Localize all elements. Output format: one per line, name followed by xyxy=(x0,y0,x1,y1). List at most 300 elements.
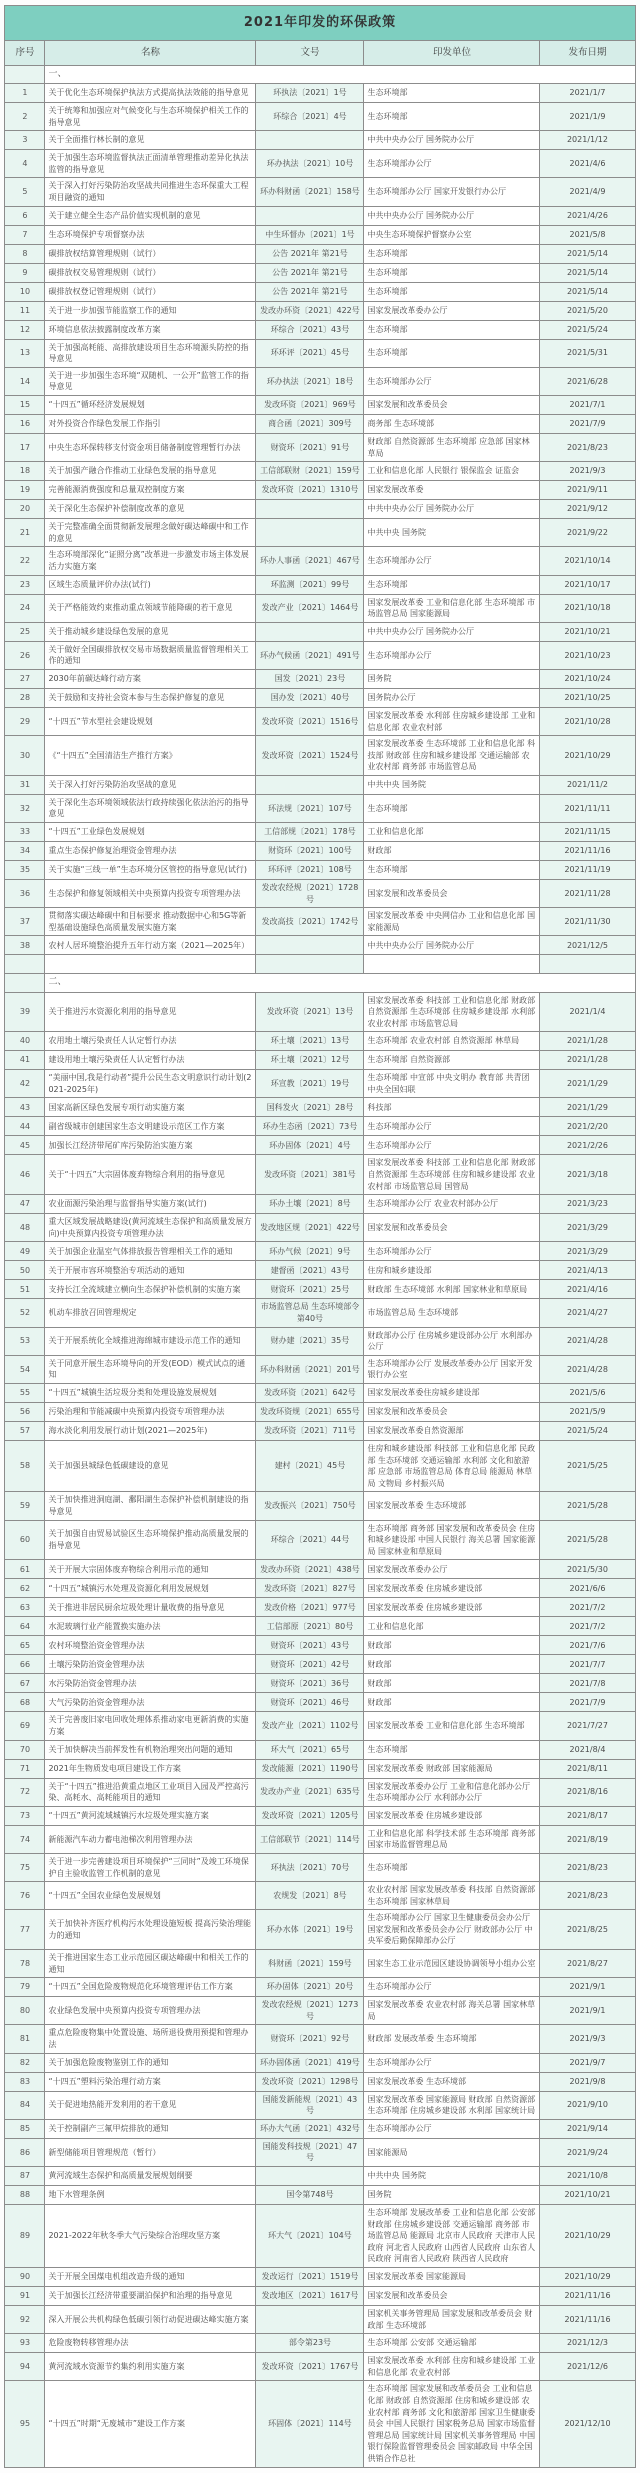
table-row xyxy=(5,367,635,395)
publish-date-cell: 2021/10/23 xyxy=(540,641,635,669)
row-number-cell: 2 xyxy=(5,103,45,131)
row-number-cell: 81 xyxy=(5,2025,45,2053)
doc-number-cell: 国发〔2021〕23号 xyxy=(256,669,364,688)
issuing-unit-cell: 财政部 xyxy=(364,1636,540,1655)
issuing-unit-cell: 生态环境部办公厅 xyxy=(364,641,540,669)
row-number-cell: 74 xyxy=(5,1825,45,1853)
issuing-unit-cell: 工业和信息化部 科学技术部 生态环境部 商务部 国家市场监督管理总局 xyxy=(364,1825,540,1853)
policy-name-cell: 关于“十四五”推进沿黄重点地区工业项目入园及严控高污染、高耗水、高耗能项目的通知 xyxy=(45,1778,256,1806)
table-row xyxy=(5,1136,635,1155)
publish-date-cell: 2021/11/15 xyxy=(540,823,635,842)
table-row xyxy=(5,1740,635,1759)
doc-number-cell: 工信部规〔2021〕178号 xyxy=(256,823,364,842)
issuing-unit-cell: 生态环境部 中宣部 中央文明办 教育部 共青团 中央全国妇联 xyxy=(364,1070,540,1098)
issuing-unit-cell: 中共中央办公厅 国务院办公厅 xyxy=(364,936,540,955)
doc-number-cell: 财资环〔2021〕46号 xyxy=(256,1693,364,1712)
policy-name-cell: 地下水管理条例 xyxy=(45,2186,256,2205)
row-number-cell: 35 xyxy=(5,861,45,880)
publish-date-cell: 2021/8/23 xyxy=(540,1853,635,1881)
policy-name-cell: 碳排放权登记管理规则（试行） xyxy=(45,282,256,301)
row-number-cell: 38 xyxy=(5,936,45,955)
publish-date-cell: 2021/9/24 xyxy=(540,2138,635,2166)
row-number-cell: 60 xyxy=(5,1520,45,1560)
policy-name-cell: 生态环境保护专项督察办法 xyxy=(45,225,256,244)
policy-name-cell: 关于统筹和加强应对气候变化与生态环境保护相关工作的指导意见 xyxy=(45,103,256,131)
publish-date-cell: 2021/7/2 xyxy=(540,1617,635,1636)
publish-date-cell: 2021/10/29 xyxy=(540,2267,635,2286)
policy-name-cell: 中央生态环保转移支付资金项目储备制度管理暂行办法 xyxy=(45,433,256,461)
table-row xyxy=(5,1355,635,1383)
doc-number-cell: 环办固体〔2021〕4号 xyxy=(256,1136,364,1155)
issuing-unit-cell: 国家生态工业示范园区建设协调领导小组办公室 xyxy=(364,1950,540,1978)
policy-name-cell: 关于加快补齐医疗机构污水处理设施短板 提高污染治理能力的通知 xyxy=(45,1910,256,1950)
row-number-cell: 68 xyxy=(5,1693,45,1712)
publish-date-cell: 2021/11/19 xyxy=(540,861,635,880)
row-number-cell: 31 xyxy=(5,775,45,794)
row-number-cell: 40 xyxy=(5,1032,45,1051)
publish-date-cell: 2021/9/12 xyxy=(540,500,635,519)
policy-name-cell: 农业绿色发展中央预算内投资专项管理办法 xyxy=(45,1997,256,2025)
issuing-unit-cell: 国家发展改革委 生态环境部 工业和信息化部 科技部 财政部 住房和城乡建设部 交通运输部 农业农村部 商务部 市场监管总局 xyxy=(364,736,540,776)
issuing-unit-cell: 国家发展改革委 科技部 工业和信息化部 财政部 自然资源部 生态环境部 住房城乡建设部 水利部 农业农村部 市场监管总局 xyxy=(364,992,540,1032)
table-row xyxy=(5,1636,635,1655)
policy-name-cell: 水泥玻璃行业产能置换实施办法 xyxy=(45,1617,256,1636)
policy-name-cell: 关于加强高耗能、高排放建设项目生态环境源头防控的指导意见 xyxy=(45,339,256,367)
row-number-cell: 34 xyxy=(5,842,45,861)
issuing-unit-cell: 财政部 xyxy=(364,1674,540,1693)
table-row xyxy=(5,1978,635,1997)
doc-number-cell: 环环评〔2021〕108号 xyxy=(256,861,364,880)
doc-number-cell: 环办生态函〔2021〕73号 xyxy=(256,1117,364,1136)
row-number-cell: 83 xyxy=(5,2072,45,2091)
publish-date-cell: 2021/5/30 xyxy=(540,1560,635,1579)
table-row xyxy=(5,2353,635,2381)
row-number-cell: 12 xyxy=(5,320,45,339)
issuing-unit-cell: 工业和信息化部 xyxy=(364,1617,540,1636)
row-number-cell: 63 xyxy=(5,1598,45,1617)
policy-name-cell: 贯彻落实碳达峰碳中和目标要求 推动数据中心和5G等新型基础设施绿色高质量发展实施方案 xyxy=(45,908,256,936)
issuing-unit-cell: 国家发展改革委 生态环境部 xyxy=(364,1492,540,1520)
table-row xyxy=(5,547,635,575)
row-number-cell: 13 xyxy=(5,339,45,367)
publish-date-cell: 2021/6/6 xyxy=(540,1579,635,1598)
issuing-unit-cell: 国务院办公厅 xyxy=(364,688,540,707)
publish-date-cell: 2021/11/16 xyxy=(540,2286,635,2305)
policy-name-cell: 生态环境部深化“证照分离”改革进一步激发市场主体发展活力实施方案 xyxy=(45,547,256,575)
publish-date-cell: 2021/5/31 xyxy=(540,339,635,367)
issuing-unit-cell: 生态环境部办公厅 国家开发银行办公厅 xyxy=(364,178,540,206)
publish-date-cell: 2021/9/14 xyxy=(540,2119,635,2138)
doc-number-cell: 发改环资〔2021〕1310号 xyxy=(256,481,364,500)
publish-date-cell: 2021/7/2 xyxy=(540,1598,635,1617)
section-label: 一、 xyxy=(45,66,635,84)
policy-name-cell: 黄河流域生态保护和高质量发展规划纲要 xyxy=(45,2167,256,2186)
issuing-unit-cell: 财政部 生态环境部 水利部 国家林业和草原局 xyxy=(364,1280,540,1299)
issuing-unit-cell: 国家发展改革委 住房城乡建设部 xyxy=(364,1806,540,1825)
doc-number-cell: 环办科财函〔2021〕158号 xyxy=(256,178,364,206)
row-number-cell: 6 xyxy=(5,206,45,225)
policy-name-cell: 关于同意开展生态环境导向的开发(EOD）模式试点的通知 xyxy=(45,1355,256,1383)
issuing-unit-cell: 生态环境部 xyxy=(364,320,540,339)
table-row xyxy=(5,936,635,955)
doc-number-cell: 发改环资〔2021〕1298号 xyxy=(256,2072,364,2091)
issuing-unit-cell: 财政部 xyxy=(364,1693,540,1712)
row-number-cell: 51 xyxy=(5,1280,45,1299)
publish-date-cell: 2021/10/29 xyxy=(540,2205,635,2268)
policy-name-cell: 碳排放权结算管理规则（试行） xyxy=(45,244,256,263)
issuing-unit-cell: 生态环境部 xyxy=(364,263,540,282)
publish-date-cell: 2021/5/24 xyxy=(540,320,635,339)
doc-number-cell: 财资环〔2021〕100号 xyxy=(256,842,364,861)
publish-date-cell: 2021/1/29 xyxy=(540,1070,635,1098)
publish-date-cell: 2021/9/22 xyxy=(540,519,635,547)
issuing-unit-cell: 国家发展和改革委员会 xyxy=(364,2286,540,2305)
policy-name-cell: 大气污染防治资金管理办法 xyxy=(45,1693,256,1712)
table-row xyxy=(5,1520,635,1560)
issuing-unit-cell: 住房和城乡建设部 xyxy=(364,1261,540,1280)
table-row xyxy=(5,842,635,861)
issuing-unit-cell: 国家发展改革委 国家能源局 财政部 自然资源部 生态环境部 住房城乡建设部 水利部 国家统计局 xyxy=(364,2091,540,2119)
publish-date-cell: 2021/3/18 xyxy=(540,1155,635,1195)
doc-number-cell: 国办发〔2021〕40号 xyxy=(256,688,364,707)
table-row xyxy=(5,1778,635,1806)
publish-date-cell: 2021/4/28 xyxy=(540,1355,635,1383)
policy-name-cell: 关于优化生态环境保护执法方式提高执法效能的指导意见 xyxy=(45,84,256,103)
table-row xyxy=(5,1441,635,1492)
issuing-unit-cell: 生态环境部办公厅 xyxy=(364,547,540,575)
doc-number-cell: 环办人事函〔2021〕467号 xyxy=(256,547,364,575)
policy-name-cell: 危险废物转移管理办法 xyxy=(45,2334,256,2353)
policy-name-cell: 关于做好全国碳排放权交易市场数据质量监督管理相关工作的通知 xyxy=(45,641,256,669)
policy-name-cell: 农村人居环境整治提升五年行动方案（2021—2025年） xyxy=(45,936,256,955)
doc-number-cell: 发改办环资〔2021〕438号 xyxy=(256,1560,364,1579)
table-row xyxy=(5,103,635,131)
issuing-unit-cell: 国家发展改革委 生态环境部 xyxy=(364,2072,540,2091)
issuing-unit-cell: 中共中央办公厅 国务院办公厅 xyxy=(364,131,540,150)
publish-date-cell: 2021/8/25 xyxy=(540,1910,635,1950)
publish-date-cell: 2021/11/16 xyxy=(540,842,635,861)
policy-name-cell: “十四五”全国农业绿色发展规划 xyxy=(45,1882,256,1910)
table-row xyxy=(5,1655,635,1674)
issuing-unit-cell: 生态环境部办公厅 农业农村部办公厅 xyxy=(364,1195,540,1214)
policy-name-cell: 农村环境整治资金管理办法 xyxy=(45,1636,256,1655)
table-row xyxy=(5,1910,635,1950)
section-no-cell xyxy=(5,974,45,992)
page-title: 2021年印发的环保政策 xyxy=(5,6,635,41)
policy-name-cell: 关于“十四五”大宗固体废弃物综合利用的指导意见 xyxy=(45,1155,256,1195)
table-row xyxy=(5,2072,635,2091)
policy-name-cell: 关于推进非居民厨余垃圾处理计量收费的指导意见 xyxy=(45,1598,256,1617)
issuing-unit-cell: 生态环境部办公厅 xyxy=(364,150,540,178)
issuing-unit-cell: 生态环境部 公安部 交通运输部 xyxy=(364,2334,540,2353)
row-number-cell: 86 xyxy=(5,2138,45,2166)
policy-name-cell: 关于进一步加强生态环境“双随机、一公开”监管工作的指导意见 xyxy=(45,367,256,395)
table-row xyxy=(5,1422,635,1441)
issuing-unit-cell: 生态环境部 xyxy=(364,84,540,103)
issuing-unit-cell: 生态环境部 xyxy=(364,575,540,594)
table-row xyxy=(5,263,635,282)
publish-date-cell: 2021/9/3 xyxy=(540,2025,635,2053)
doc-number-cell: 环综合〔2021〕43号 xyxy=(256,320,364,339)
policy-name-cell: 深入开展公共机构绿色低碳引领行动促进碳达峰实施方案 xyxy=(45,2305,256,2333)
policy-name-cell: 关于深化生态保护补偿制度改革的意见 xyxy=(45,500,256,519)
policy-name-cell: 关于加强企业温室气体排放报告管理相关工作的通知 xyxy=(45,1242,256,1261)
spacer-name-cell xyxy=(45,955,256,974)
table-row xyxy=(5,1674,635,1693)
doc-number-cell: 环土壤〔2021〕12号 xyxy=(256,1051,364,1070)
row-number-cell: 93 xyxy=(5,2334,45,2353)
table-row xyxy=(5,2186,635,2205)
issuing-unit-cell: 中央生态环境保护督察办公室 xyxy=(364,225,540,244)
policy-name-cell: 关于建立健全生态产品价值实现机制的意见 xyxy=(45,206,256,225)
doc-number-cell: 财办建〔2021〕35号 xyxy=(256,1327,364,1355)
publish-date-cell: 2021/4/9 xyxy=(540,178,635,206)
row-number-cell: 21 xyxy=(5,519,45,547)
section-row xyxy=(5,974,635,992)
row-number-cell: 58 xyxy=(5,1441,45,1492)
policy-name-cell: 海水淡化利用发展行动计划(2021—2025年) xyxy=(45,1422,256,1441)
policy-name-cell: 重点危险废物集中处置设施、场所退役费用预提和管理办法 xyxy=(45,2025,256,2053)
doc-number-cell: 环监测〔2021〕99号 xyxy=(256,575,364,594)
issuing-unit-cell: 国家发展改革委办公厅 xyxy=(364,1560,540,1579)
doc-number-cell: 发改能源〔2021〕1190号 xyxy=(256,1759,364,1778)
doc-number-cell xyxy=(256,775,364,794)
row-number-cell: 25 xyxy=(5,622,45,641)
issuing-unit-cell: 生态环境部办公厅 xyxy=(364,1117,540,1136)
issuing-unit-cell: 国家发展改革委 农业农村部 海关总署 国家林草局 xyxy=(364,1997,540,2025)
publish-date-cell: 2021/12/6 xyxy=(540,2353,635,2381)
section-row xyxy=(5,66,635,84)
row-number-cell: 90 xyxy=(5,2267,45,2286)
row-number-cell: 80 xyxy=(5,1997,45,2025)
doc-number-cell: 发改产业〔2021〕1102号 xyxy=(256,1712,364,1740)
doc-number-cell: 市场监管总局 生态环境部令第40号 xyxy=(256,1299,364,1327)
issuing-unit-cell: 生态环境部 xyxy=(364,1853,540,1881)
policy-name-cell: “十四五”全国危险废物规范化环境管理评估工作方案 xyxy=(45,1978,256,1997)
doc-number-cell: 财资环〔2021〕42号 xyxy=(256,1655,364,1674)
table-row xyxy=(5,1693,635,1712)
publish-date-cell: 2021/5/14 xyxy=(540,282,635,301)
policy-name-cell: 完善能源消费强度和总量双控制度方案 xyxy=(45,481,256,500)
policy-name-cell: 2021年生物质发电项目建设工作方案 xyxy=(45,1759,256,1778)
table-row xyxy=(5,1882,635,1910)
issuing-unit-cell: 国家发展和改革委员会 xyxy=(364,880,540,908)
publish-date-cell: 2021/8/17 xyxy=(540,1806,635,1825)
doc-number-cell: 中生环督办〔2021〕1号 xyxy=(256,225,364,244)
column-header-name: 名称 xyxy=(45,41,256,66)
policy-name-cell: 2030年前碳达峰行动方案 xyxy=(45,669,256,688)
row-number-cell: 28 xyxy=(5,688,45,707)
column-header-row xyxy=(5,41,635,66)
row-number-cell: 92 xyxy=(5,2305,45,2333)
table-row xyxy=(5,282,635,301)
spacer-no-cell xyxy=(5,955,45,974)
section-label: 二、 xyxy=(45,974,635,992)
policy-name-cell: 关于实施“三线一单”生态环境分区管控的指导意见(试行) xyxy=(45,861,256,880)
table-row xyxy=(5,320,635,339)
issuing-unit-cell: 生态环境部 xyxy=(364,339,540,367)
issuing-unit-cell: 生态环境部 xyxy=(364,794,540,822)
spacer-unit-cell xyxy=(364,955,540,974)
publish-date-cell: 2021/11/11 xyxy=(540,794,635,822)
policy-name-cell: 机动车排放召回管理规定 xyxy=(45,1299,256,1327)
policy-name-cell: 区域生态质量评价办法(试行) xyxy=(45,575,256,594)
doc-number-cell: 公告 2021年 第21号 xyxy=(256,244,364,263)
doc-number-cell xyxy=(256,2305,364,2333)
row-number-cell: 70 xyxy=(5,1740,45,1759)
policy-name-cell: 水污染防治资金管理办法 xyxy=(45,1674,256,1693)
policy-name-cell: 关于加强长江经济带重要湖泊保护和治理的指导意见 xyxy=(45,2286,256,2305)
table-row xyxy=(5,2138,635,2166)
publish-date-cell: 2021/8/19 xyxy=(540,1825,635,1853)
policy-name-cell: 黄河流域水资源节约集约利用实施方案 xyxy=(45,2353,256,2381)
row-number-cell: 73 xyxy=(5,1806,45,1825)
publish-date-cell: 2021/7/9 xyxy=(540,414,635,433)
publish-date-cell: 2021/2/26 xyxy=(540,1136,635,1155)
column-header-doc: 文号 xyxy=(256,41,364,66)
issuing-unit-cell: 国家能源局 xyxy=(364,2138,540,2166)
doc-number-cell: 工信部联节〔2021〕114号 xyxy=(256,1825,364,1853)
table-row xyxy=(5,84,635,103)
table-row xyxy=(5,736,635,776)
publish-date-cell: 2021/11/16 xyxy=(540,2305,635,2333)
policy-name-cell: 对外投资合作绿色发展工作指引 xyxy=(45,414,256,433)
table-row xyxy=(5,1997,635,2025)
row-number-cell: 23 xyxy=(5,575,45,594)
doc-number-cell: 环执法〔2021〕70号 xyxy=(256,1853,364,1881)
publish-date-cell: 2021/2/20 xyxy=(540,1117,635,1136)
issuing-unit-cell: 生态环境部 国家发展和改革委员会 工业和信息化部 财政部 自然资源部 住房和城乡建设部 农业农村部 商务部 文化和旅游部 国家卫生健康委员会 中国人民银行 国家税务总局 国家市场监督管理总局 国家统计局 国家机关事务管理局 中国银行保险监督管理委员会 国家邮政局 中华全国供销合作总社 xyxy=(364,2381,540,2467)
doc-number-cell: 国科发火〔2021〕28号 xyxy=(256,1098,364,1117)
publish-date-cell: 2021/7/9 xyxy=(540,1693,635,1712)
table-row xyxy=(5,1598,635,1617)
issuing-unit-cell: 国家发展和改革委员会 xyxy=(364,1214,540,1242)
row-number-cell: 48 xyxy=(5,1214,45,1242)
policy-name-cell: 关于加强生态环境监督执法正面清单管理推动差异化执法监管的指导意见 xyxy=(45,150,256,178)
policy-name-cell: 农用地土壤污染责任人认定暂行办法 xyxy=(45,1032,256,1051)
table-row xyxy=(5,2286,635,2305)
policy-name-cell: 关于加强产融合作推动工业绿色发展的指导意见 xyxy=(45,462,256,481)
row-number-cell: 50 xyxy=(5,1261,45,1280)
table-row xyxy=(5,1117,635,1136)
policy-name-cell: 关于开展系统化全域推进海绵城市建设示范工作的通知 xyxy=(45,1327,256,1355)
doc-number-cell: 公告 2021年 第21号 xyxy=(256,282,364,301)
doc-number-cell: 发改农经规〔2021〕1728号 xyxy=(256,880,364,908)
publish-date-cell: 2021/12/10 xyxy=(540,2381,635,2467)
publish-date-cell: 2021/10/21 xyxy=(540,622,635,641)
doc-number-cell: 工信部原〔2021〕80号 xyxy=(256,1617,364,1636)
publish-date-cell: 2021/10/28 xyxy=(540,707,635,735)
issuing-unit-cell: 生态环境部办公厅 xyxy=(364,2119,540,2138)
publish-date-cell: 2021/1/29 xyxy=(540,1098,635,1117)
doc-number-cell: 环法规〔2021〕107号 xyxy=(256,794,364,822)
table-row xyxy=(5,1853,635,1881)
issuing-unit-cell: 财政部 xyxy=(364,1655,540,1674)
issuing-unit-cell: 财政部 xyxy=(364,842,540,861)
issuing-unit-cell: 生态环境部 xyxy=(364,103,540,131)
issuing-unit-cell: 国务院 xyxy=(364,669,540,688)
publish-date-cell: 2021/9/8 xyxy=(540,2072,635,2091)
doc-number-cell xyxy=(256,622,364,641)
doc-number-cell: 财资环〔2021〕91号 xyxy=(256,433,364,461)
doc-number-cell: 发改地区〔2021〕1617号 xyxy=(256,2286,364,2305)
policy-name-cell: “十四五”城镇生活垃圾分类和处理设施发展规划 xyxy=(45,1384,256,1403)
doc-number-cell: 国能发新能规〔2021〕43号 xyxy=(256,2091,364,2119)
publish-date-cell: 2021/8/16 xyxy=(540,1778,635,1806)
issuing-unit-cell: 中共中央 国务院 xyxy=(364,2167,540,2186)
table-row xyxy=(5,1712,635,1740)
policy-name-cell: 农业面源污染治理与监督指导实施方案(试行) xyxy=(45,1195,256,1214)
table-row xyxy=(5,178,635,206)
table-row xyxy=(5,1384,635,1403)
policy-name-cell: 关于完善废旧家电回收处理体系推动家电更新消费的实施方案 xyxy=(45,1712,256,1740)
issuing-unit-cell: 国家发展改革委 水利部 住房城乡建设部 工业和信息化部 农业农村部 xyxy=(364,707,540,735)
issuing-unit-cell: 国家发展改革委办公厅 xyxy=(364,301,540,320)
publish-date-cell: 2021/8/27 xyxy=(540,1950,635,1978)
issuing-unit-cell: 农业农村部 国家发展改革委 科技部 自然资源部 生态环境部 国家林草局 xyxy=(364,1882,540,1910)
issuing-unit-cell: 国家发展改革委 住房城乡建设部 xyxy=(364,1598,540,1617)
policy-name-cell: “美丽中国,我是行动者”提升公民生态文明意识行动计划(2021-2025年) xyxy=(45,1070,256,1098)
table-row xyxy=(5,2334,635,2353)
doc-number-cell: 环办固体函〔2021〕419号 xyxy=(256,2053,364,2072)
doc-number-cell: 环环评〔2021〕45号 xyxy=(256,339,364,367)
row-number-cell: 26 xyxy=(5,641,45,669)
issuing-unit-cell: 国家发展和改革委员会 xyxy=(364,395,540,414)
table-row xyxy=(5,244,635,263)
row-number-cell: 66 xyxy=(5,1655,45,1674)
table-row xyxy=(5,414,635,433)
policy-name-cell: 关于深化生态环境领域依法行政持续强化依法治污的指导意见 xyxy=(45,794,256,822)
row-number-cell: 55 xyxy=(5,1384,45,1403)
table-row xyxy=(5,1070,635,1098)
policy-name-cell: 关于严格能效约束推动重点领域节能降碳的若干意见 xyxy=(45,594,256,622)
publish-date-cell: 2021/9/1 xyxy=(540,1978,635,1997)
doc-number-cell: 商合函〔2021〕309号 xyxy=(256,414,364,433)
row-number-cell: 89 xyxy=(5,2205,45,2268)
issuing-unit-cell: 中共中央办公厅 国务院办公厅 xyxy=(364,206,540,225)
row-number-cell: 7 xyxy=(5,225,45,244)
doc-number-cell: 环办水体〔2021〕19号 xyxy=(256,1910,364,1950)
publish-date-cell: 2021/5/6 xyxy=(540,1384,635,1403)
doc-number-cell: 部令第23号 xyxy=(256,2334,364,2353)
policy-name-cell: “十四五”节水型社会建设规划 xyxy=(45,707,256,735)
row-number-cell: 42 xyxy=(5,1070,45,1098)
publish-date-cell: 2021/5/25 xyxy=(540,1441,635,1492)
row-number-cell: 15 xyxy=(5,395,45,414)
publish-date-cell: 2021/3/23 xyxy=(540,1195,635,1214)
publish-date-cell: 2021/10/14 xyxy=(540,547,635,575)
issuing-unit-cell: 生态环境部 发展改革委 工业和信息化部 公安部 财政部 住房城乡建设部 交通运输部 商务部 市场监管总局 能源局 北京市人民政府 天津市人民政府 河北省人民政府 山西省人民政府 山东省人民政府 河南省人民政府 陕西省人民政府 xyxy=(364,2205,540,2268)
row-number-cell: 54 xyxy=(5,1355,45,1383)
spacer-row xyxy=(5,955,635,974)
table-row xyxy=(5,1032,635,1051)
row-number-cell: 3 xyxy=(5,131,45,150)
doc-number-cell: 环宣教〔2021〕19号 xyxy=(256,1070,364,1098)
row-number-cell: 67 xyxy=(5,1674,45,1693)
spacer-doc-cell xyxy=(256,955,364,974)
table-row xyxy=(5,1492,635,1520)
row-number-cell: 5 xyxy=(5,178,45,206)
policy-name-cell: 生态保护和修复领域相关中央预算内投资专项管理办法 xyxy=(45,880,256,908)
doc-number-cell: 发改环资规〔2021〕655号 xyxy=(256,1403,364,1422)
publish-date-cell: 2021/10/8 xyxy=(540,2167,635,2186)
issuing-unit-cell: 生态环境部办公厅 发展改革委办公厅 国家开发银行办公室 xyxy=(364,1355,540,1383)
policy-name-cell: 加强长江经济带尾矿库污染防治实施方案 xyxy=(45,1136,256,1155)
doc-number-cell: 建村〔2021〕45号 xyxy=(256,1441,364,1492)
policy-name-cell: 重大区域发展战略建设(黄河流域生态保护和高质量发展方向)中央预算内投资专项管理办法 xyxy=(45,1214,256,1242)
doc-number-cell xyxy=(256,519,364,547)
doc-number-cell: 建督函〔2021〕43号 xyxy=(256,1261,364,1280)
